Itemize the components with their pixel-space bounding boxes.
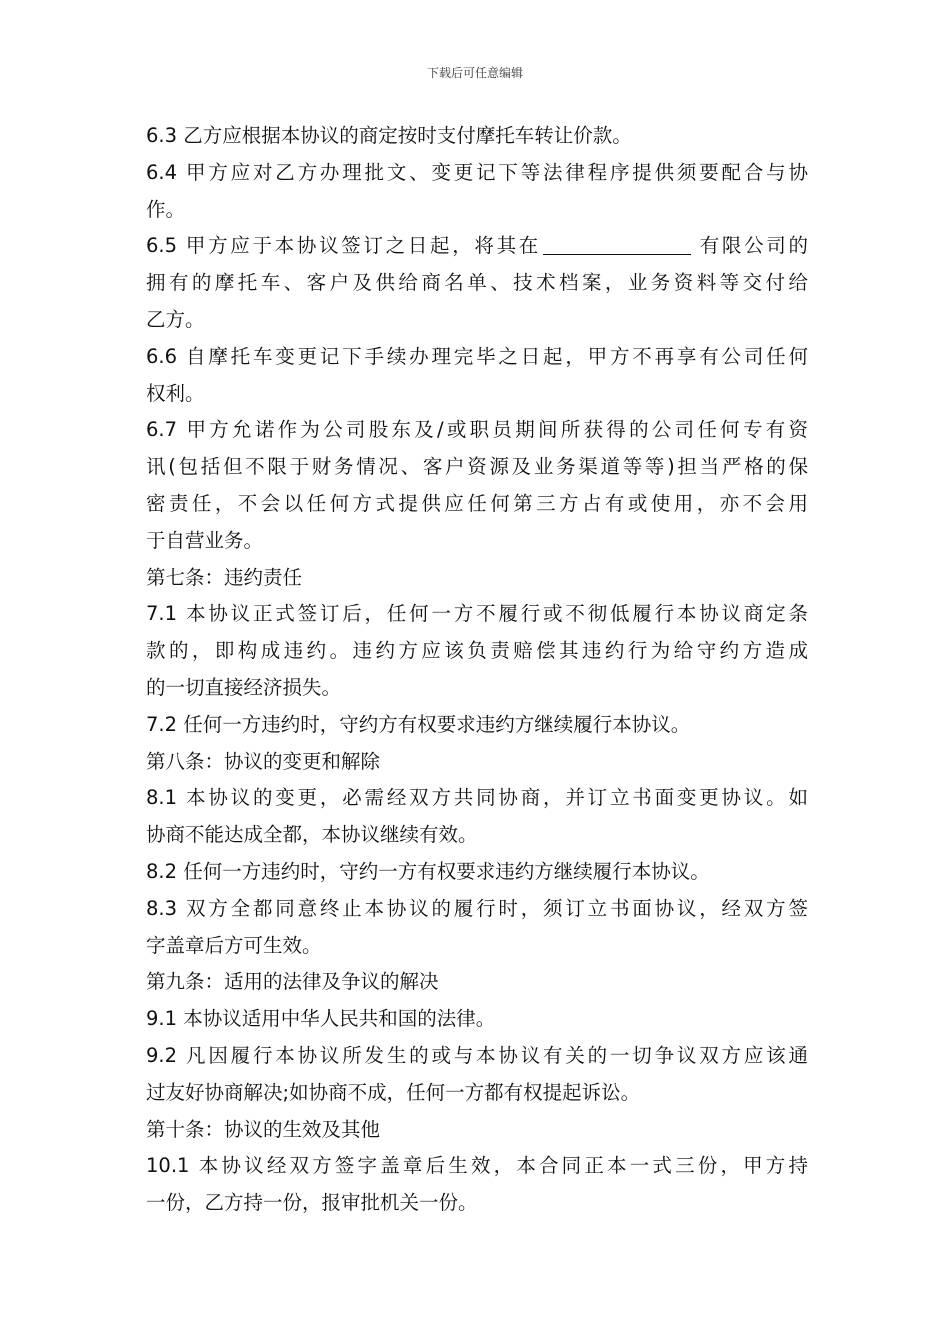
fill-in-blank [543, 234, 691, 255]
text-line: 6.3 乙方应根据本协议的商定按时支付摩托车转让价款。 [146, 124, 632, 147]
text-line: 7.2 任何一方违约时，守约方有权要求违约方继续履行本协议。 [146, 712, 691, 736]
section-heading: 第九条：适用的法律及争议的解决 [146, 970, 439, 994]
text-line: 于自营业务。 [146, 528, 264, 552]
text-line: 的一切直接经济损失。 [146, 675, 342, 699]
text-line: 一份，乙方持一份，报审批机关一份。 [146, 1191, 478, 1215]
text-line: 6.7 甲方允诺作为公司股东及/或职员期间所获得的公司任何专有资 [146, 418, 808, 442]
text-line: 字盖章后方可生效。 [146, 933, 322, 957]
text-line: 作。 [146, 197, 186, 221]
document-body [146, 118, 808, 1222]
section-heading: 第十条：协议的生效及其他 [146, 1117, 381, 1141]
text-line: 6.4 甲方应对乙方办理批文、变更记下等法律程序提供须要配合与协 [146, 160, 808, 184]
text-line: 8.3 双方全都同意终止本协议的履行时，须订立书面协议，经双方签 [146, 896, 808, 920]
text-line: 讯(包括但不限于财务情况、客户资源及业务渠道等等)担当严格的保 [146, 455, 808, 479]
section-heading: 第八条：协议的变更和解除 [146, 749, 381, 773]
text-line: 9.1 本协议适用中华人民共和国的法律。 [146, 1007, 496, 1031]
section-heading: 第七条：违约责任 [146, 565, 303, 589]
text-line: 10.1 本协议经双方签字盖章后生效，本合同正本一式三份，甲方持 [146, 1154, 808, 1178]
text-line-with-blank [146, 228, 808, 265]
text-line: 过友好协商解决;如协商不成，任何一方都有权提起诉讼。 [146, 1080, 641, 1104]
text-line: 7.1 本协议正式签订后，任何一方不履行或不彻低履行本协议商定条 [146, 602, 808, 626]
text-line: 拥有的摩托车、客户及供给商名单、技术档案，业务资料等交付给 [146, 271, 808, 295]
text-line: 协商不能达成全都，本协议继续有效。 [146, 823, 478, 847]
text-line: 权利。 [146, 381, 205, 405]
text-segment: 有限公司的 [697, 234, 808, 258]
text-line: 8.2 任何一方违约时，守约一方有权要求违约方继续履行本协议。 [146, 859, 710, 883]
text-line: 6.6 自摩托车变更记下手续办理完毕之日起，甲方不再享有公司任何 [146, 344, 808, 368]
text-line: 9.2 凡因履行本协议所发生的或与本协议有关的一切争议双方应该通 [146, 1043, 808, 1067]
text-segment: 6.5 甲方应于本协议签订之日起，将其在 [146, 234, 542, 258]
text-line: 款的，即构成违约。违约方应该负责赔偿其违约行为给守约方造成 [146, 639, 808, 663]
text-line: 8.1 本协议的变更，必需经双方共同协商，并订立书面变更协议。如 [146, 786, 808, 810]
text-line: 乙方。 [146, 307, 205, 331]
page-header: 下载后可任意编辑 [426, 66, 523, 80]
text-line: 密责任，不会以任何方式提供应任何第三方占有或使用，亦不会用 [146, 491, 808, 515]
